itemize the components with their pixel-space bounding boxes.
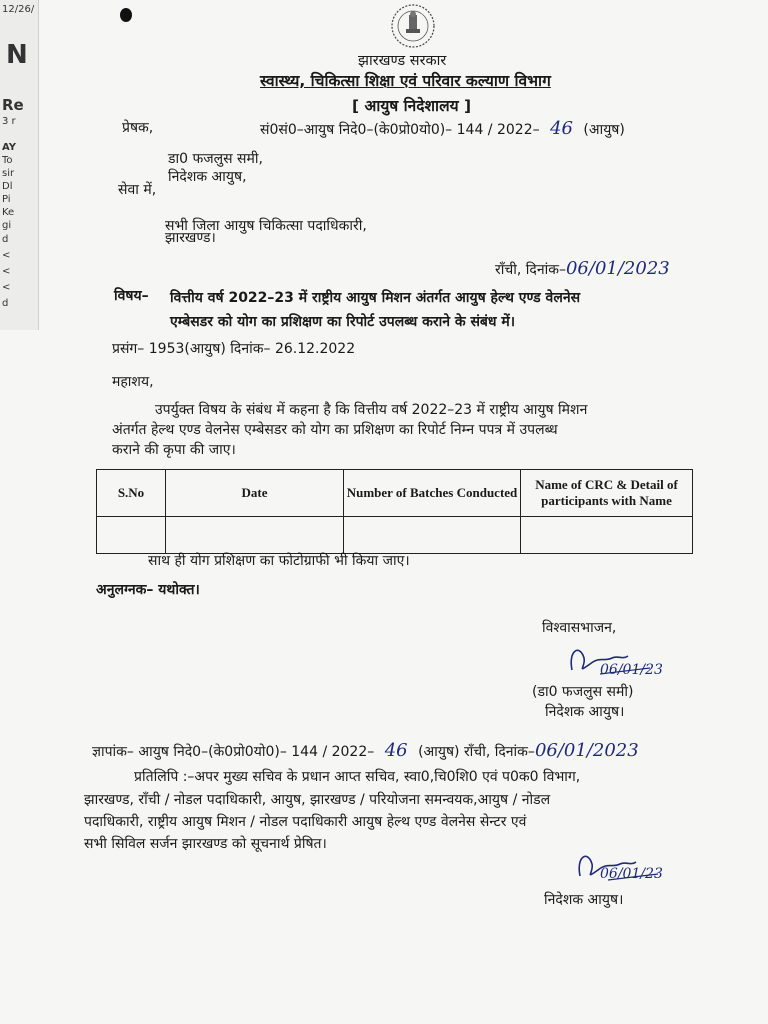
salutation: महाशय,	[112, 374, 154, 390]
memo-number-handwritten: 46	[384, 740, 408, 761]
recipient-state: झारखण्ड।	[165, 230, 216, 246]
body-line-3: कराने की कृपा की जाए।	[112, 442, 236, 458]
edge-text: d	[2, 234, 9, 245]
final-signature-date: 06/01/23	[600, 866, 663, 882]
edge-text: sir	[2, 168, 15, 179]
column-header-batches: Number of Batches Conducted	[344, 470, 521, 517]
edge-text: Pi	[2, 194, 11, 205]
edge-text: gi	[2, 220, 12, 231]
edge-heading: Re	[2, 96, 24, 114]
subject-label: विषय–	[114, 288, 149, 304]
signatory-name: (डा0 फजलुस समी)	[532, 684, 634, 700]
table-cell	[521, 517, 693, 554]
place-date-printed: राँची, दिनांक–	[495, 262, 566, 278]
report-format-table	[96, 469, 693, 554]
edge-text: AY	[2, 142, 17, 153]
edge-text: To	[2, 155, 13, 166]
edge-text: <	[2, 266, 11, 277]
place-date-handwritten: 06/01/2023	[565, 258, 670, 279]
prior-reference: प्रसंग– 1953(आयुष) दिनांक– 26.12.2022	[112, 341, 356, 357]
copy-line-1: प्रतिलिपि :–अपर मुख्य सचिव के प्रधान आप्त सचिव, स्वा0,चि0शि0 एवं प0क0 विभाग,	[134, 769, 581, 785]
copy-line-4: सभी सिविल सर्जन झारखण्ड को सूचनार्थ प्रेषित।	[84, 836, 327, 852]
edge-text: <	[2, 282, 11, 293]
edge-big-letter: N	[6, 40, 28, 70]
copy-line-3: पदाधिकारी, राष्ट्रीय आयुष मिशन / नोडल पदाधिकारी आयुष हेल्थ एण्ड वेलनेस सेन्टर एवं	[84, 814, 527, 830]
reference-number-suffix: (आयुष)	[583, 122, 625, 138]
memo-number-printed: ज्ञापांक– आयुष निदे0–(के0प्रो0यो0)– 144 / 2022–	[92, 744, 375, 760]
ink-dot	[120, 8, 132, 22]
memo-number	[92, 740, 639, 761]
directorate-name: [ आयुष निदेशालय ]	[352, 97, 472, 115]
state-emblem-icon	[390, 3, 436, 49]
recipient-label: सेवा में,	[118, 182, 157, 198]
edge-text: Dl	[2, 181, 13, 192]
copy-line-2: झारखण्ड, राँची / नोडल पदाधिकारी, आयुष, झारखण्ड / परियोजना समन्वयक,आयुष / नोडल	[84, 792, 551, 808]
reference-number-handwritten: 46	[550, 118, 573, 139]
department-name: स्वास्थ्य, चिकित्सा शिक्षा एवं परिवार कल्याण विभाग	[260, 72, 551, 90]
table-header-row	[97, 470, 693, 517]
edge-text: <	[2, 250, 11, 261]
sender-name: डा0 फजलुस समी,	[168, 151, 263, 167]
adjacent-page-strip	[0, 0, 39, 330]
signature-date: 06/01/23	[600, 662, 663, 678]
reference-number-printed: सं0सं0–आयुष निदे0–(के0प्रो0यो0)– 144 / 2022–	[260, 122, 540, 138]
column-header-date: Date	[166, 470, 344, 517]
memo-place: (आयुष) राँची, दिनांक–	[418, 744, 535, 760]
screenshot-date: 12/26/	[2, 4, 35, 15]
signatory-designation: निदेशक आयुष।	[545, 704, 625, 720]
sender-designation: निदेशक आयुष,	[168, 169, 247, 185]
edge-text: 3 r	[2, 116, 16, 127]
edge-text: d	[2, 298, 9, 309]
body-line-1: उपर्युक्त विषय के संबंध में कहना है कि वित्तीय वर्ष 2022–23 में राष्ट्रीय आयुष मिशन	[155, 402, 588, 418]
table-row	[97, 517, 693, 554]
enclosure-note: अनुलग्नक– यथोक्त।	[96, 582, 200, 598]
place-date	[495, 258, 670, 279]
government-name: झारखण्ड सरकार	[358, 53, 447, 69]
final-designation: निदेशक आयुष।	[544, 892, 624, 908]
reference-number	[260, 118, 625, 139]
body-line-2: अंतर्गत हेल्थ एण्ड वेलनेस एम्बेसडर को योग का प्रशिक्षण का रिपोर्ट निम्न पपत्र में उपलब्ध	[112, 422, 558, 438]
subject-line-2: एम्बेसडर को योग का प्रशिक्षण का रिपोर्ट उपलब्ध कराने के संबंध में।	[170, 314, 516, 330]
edge-text: Ke	[2, 207, 15, 218]
memo-date-handwritten: 06/01/2023	[534, 740, 639, 761]
closing: विश्वासभाजन,	[542, 620, 617, 636]
recipient-name: सभी जिला आयुष चिकित्सा पदाधिकारी,	[165, 218, 367, 234]
subject-line-1: वित्तीय वर्ष 2022–23 में राष्ट्रीय आयुष मिशन अंतर्गत आयुष हेल्थ एण्ड वेलनेस	[170, 290, 581, 306]
column-header-crc: Name of CRC & Detail of participants with Name	[521, 470, 693, 517]
table-cell	[344, 517, 521, 554]
table-cell	[166, 517, 344, 554]
sender-label: प्रेषक,	[122, 120, 154, 136]
column-header-sno: S.No	[97, 470, 166, 517]
photo-instruction: साथ ही योग प्रशिक्षण का फोटोग्राफी भी किया जाए।	[148, 553, 410, 569]
table-cell	[97, 517, 166, 554]
